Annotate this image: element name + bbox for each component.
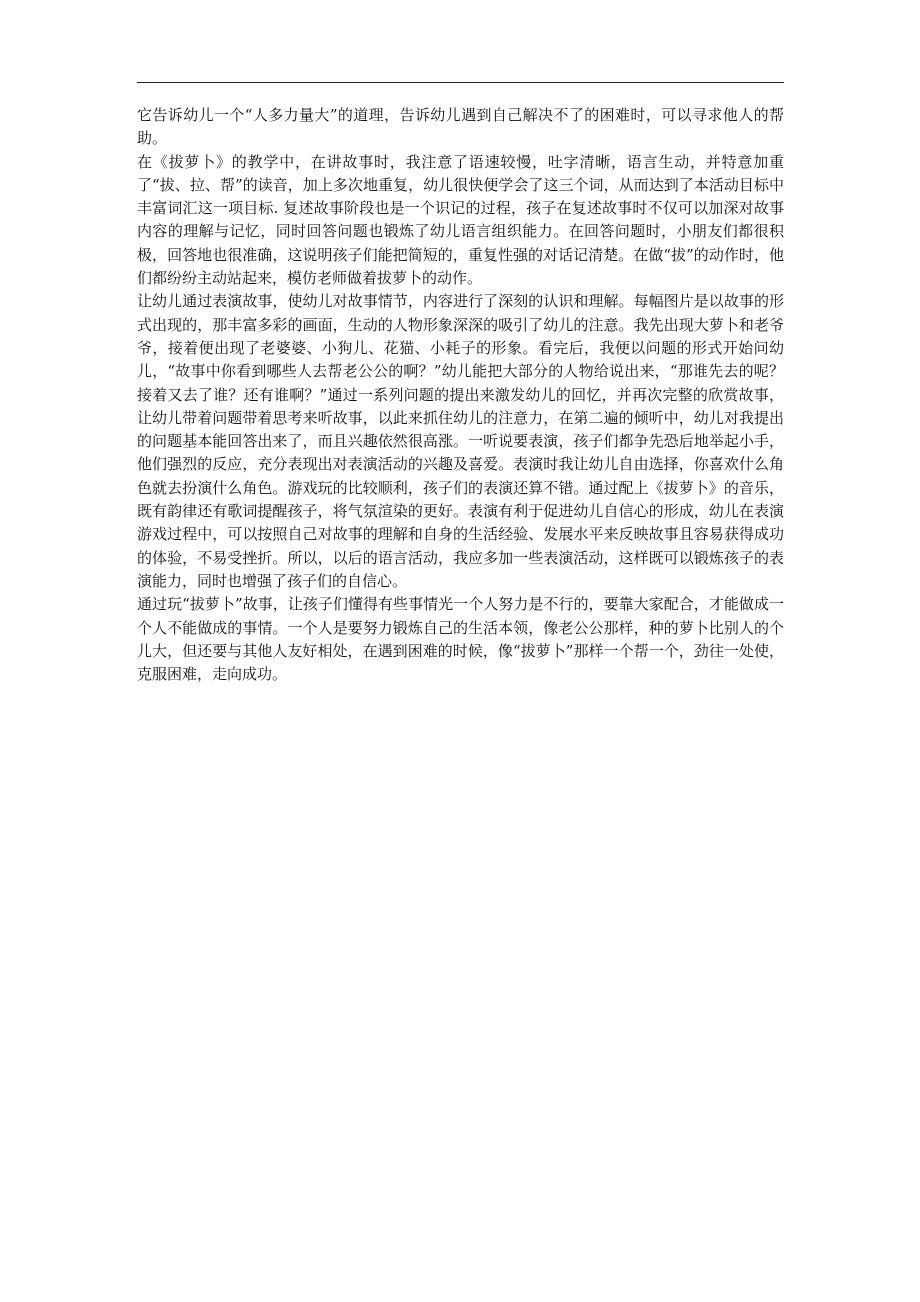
- header-rule: [137, 82, 784, 83]
- paragraph: 让幼儿通过表演故事，使幼儿对故事情节，内容进行了深刻的认识和理解。每幅图片是以故事的形式出现的，那丰富多彩的画面，生动的人物形象深深的吸引了幼儿的注意。我先出现大萝卜和老爷爷，接着便出现了老婆婆、小狗儿、花猫、小耗子的形象。看完后，我便以问题的形式开始问幼儿，“故事中你看到哪些人去帮老公公的啊？”幼儿能把大部分的人物给说出来，“那谁先去的呢？接着又去了谁？还有谁啊？”通过一系列问题的提出来激发幼儿的回忆，并再次完整的欣赏故事，让幼儿带着问题带着思考来听故事，以此来抓住幼儿的注意力，在第二遍的倾听中，幼儿对我提出的问题基本能回答出来了，而且兴趣依然很高涨。一听说要表演，孩子们都争先恐后地举起小手，他们强烈的反应，充分表现出对表演活动的兴趣及喜爱。表演时我让幼儿自由选择，你喜欢什么角色就去扮演什么角色。游戏玩的比较顺利，孩子们的表演还算不错。通过配上《拔萝卜》的音乐，既有韵律还有歌词提醒孩子，将气氛渲染的更好。表演有利于促进幼儿自信心的形成，幼儿在表演游戏过程中，可以按照自己对故事的理解和自身的生活经验、发展水平来反映故事且容易获得成功的体验，不易受挫折。所以，以后的语言活动，我应多加一些表演活动，这样既可以锻炼孩子的表演能力，同时也增强了孩子们的自信心。: [137, 292, 784, 590]
- paragraph: 它告诉幼儿一个“人多力量大”的道理，告诉幼儿遇到自己解决不了的困难时，可以寻求他人的帮助。: [137, 106, 784, 148]
- body-text: [137, 104, 784, 686]
- paragraph: 通过玩“拔萝卜”故事，让孩子们懂得有些事情光一个人努力是不行的，要靠大家配合，才能做成一个人不能做成的事情。一个人是要努力锻炼自己的生活本领，像老公公那样，种的萝卜比别人的个儿大，但还要与其他人友好相处，在遇到困难的时候，像“拔萝卜”那样一个帮一个，劲往一处使，克服困难，走向成功。: [137, 595, 784, 684]
- paragraph: 在《拔萝卜》的教学中，在讲故事时，我注意了语速较慢，吐字清晰，语言生动，并特意加重了“拔、拉、帮”的读音，加上多次地重复，幼儿很快便学会了这三个词，从而达到了本活动目标中丰富词汇这一项目标. 复述故事阶段也是一个识记的过程，孩子在复述故事时不仅可以加深对故事内容的理解与记忆，同时回答问题也锻炼了幼儿语言组织能力。在回答问题时，小朋友们都很积极，回答地也很准确，这说明孩子们能把简短的，重复性强的对话记清楚。在做“拔”的动作时，他们都纷纷主动站起来，模仿老师做着拔萝卜的动作。: [137, 152, 784, 288]
